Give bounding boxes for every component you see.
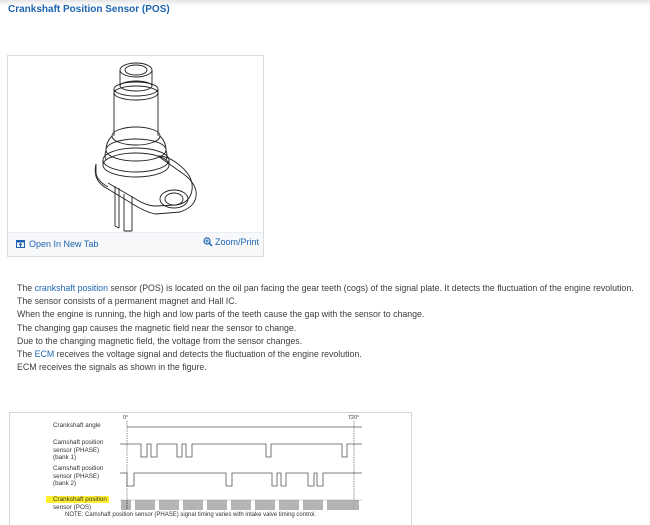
description-text (8, 282, 640, 374)
description-paragraph-3: When the engine is running, the high and low parts of the teeth cause the gap with the sensor to change. (17, 309, 425, 320)
signal-timing-figure[interactable] (9, 412, 412, 525)
open-in-new-tab-button[interactable] (16, 239, 98, 249)
label-line: (bank 1) (53, 454, 77, 462)
angle-start-label: 0° (123, 415, 129, 421)
text-fragment: The (17, 349, 35, 360)
label-line: Camshaft position (53, 439, 104, 446)
highlighted-label: Crankshaft position (46, 496, 109, 503)
label-line: (bank 2) (53, 480, 77, 488)
page-title: Crankshaft Position Sensor (POS) (8, 4, 170, 15)
description-paragraph-4: The changing gap causes the magnetic field near the sensor to change. (17, 322, 297, 333)
zoom-print-button[interactable] (203, 237, 259, 247)
open-in-new-tab-label: Open In New Tab (29, 239, 99, 249)
label-line: sensor (POS) (53, 503, 92, 511)
crankshaft-angle-label: Crankshaft angle (53, 422, 101, 429)
zoom-print-label: Zoom/Print (214, 237, 259, 247)
description-paragraph-5: Due to the changing magnetic field, the voltage from the sensor changes. (17, 335, 303, 346)
text-fragment: receives the voltage signal and detects the fluctuation of the engine revolution. (54, 349, 362, 360)
description-paragraph-7: ECM receives the signals as shown in the figure. (17, 362, 207, 373)
signal-waveforms (10, 413, 411, 525)
label-line: sensor (PHASE) (53, 472, 100, 480)
sensor-figure-card (7, 55, 264, 257)
figure-footer (8, 232, 263, 256)
magnifier-plus-icon (203, 237, 213, 247)
label-line: Camshaft position (53, 465, 104, 472)
open-new-tab-icon (16, 240, 25, 248)
description-paragraph-2: The sensor consists of a permanent magnet and Hall IC. (17, 296, 238, 307)
ecm-link[interactable]: ECM (34, 349, 55, 360)
text-fragment: The (17, 283, 35, 293)
description-paragraph-6 (8, 348, 640, 361)
label-line: sensor (PHASE) (53, 446, 100, 454)
text-fragment: sensor (POS) is located on the oil pan facing the gear teeth (cogs) of the signal plate. It detects the fluctuation of the engine revolution. (107, 283, 634, 293)
sensor-illustration[interactable] (8, 56, 263, 232)
crankshaft-position-link[interactable]: crankshaft position (34, 283, 108, 293)
description-paragraph-1 (8, 282, 640, 295)
angle-end-label: 720° (348, 415, 360, 421)
chart-note: NOTE: Camshaft position sensor (PHASE) signal timing varies with intake valve timing control. (65, 512, 317, 518)
